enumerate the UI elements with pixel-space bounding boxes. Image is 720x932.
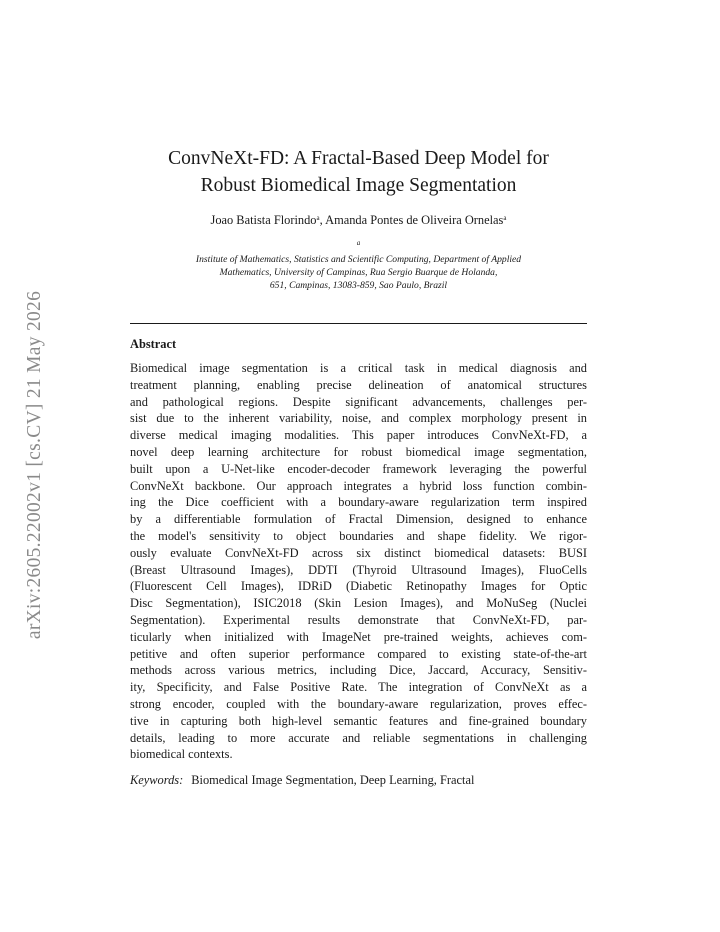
affiliation-mark: a bbox=[503, 214, 507, 222]
keywords bbox=[130, 772, 587, 789]
abstract-line: ity, Specificity, and False Positive Rate. The integration of ConvNeXt as a bbox=[130, 680, 587, 695]
title-line: ConvNeXt-FD: A Fractal-Based Deep Model for bbox=[168, 148, 549, 169]
abstract-line: biomedical contexts. bbox=[130, 747, 233, 762]
abstract-line: (Breast Ultrasound Images), DDTI (Thyroid Ultrasound Images), FluoCells bbox=[130, 562, 587, 577]
abstract-line: details, leading to more accurate and reliable segmentations in challenging bbox=[130, 730, 587, 745]
abstract-line: strong encoder, coupled with the boundary-aware regularization, proves effec- bbox=[130, 696, 587, 711]
affiliation bbox=[130, 240, 587, 292]
abstract-line: Disc Segmentation), ISIC2018 (Skin Lesion Images), and MoNuSeg (Nuclei bbox=[130, 596, 587, 611]
abstract-line: Biomedical image segmentation is a critical task in medical diagnosis and bbox=[130, 361, 587, 375]
abstract-line: tive in capturing both high-level semantic features and fine-grained boundary bbox=[130, 713, 587, 728]
abstract-line: built upon a U-Net-like encoder-decoder framework leveraging the powerful bbox=[130, 461, 587, 476]
abstract-line: methods across various metrics, including Dice, Jaccard, Accuracy, Sensitiv- bbox=[130, 663, 587, 678]
author-name: Amanda Pontes de Oliveira Ornelas bbox=[325, 213, 504, 227]
abstract-line: (Fluorescent Cell Images), IDRiD (Diabetic Retinopathy Images for Optic bbox=[130, 579, 587, 594]
paper-title bbox=[130, 145, 587, 199]
keywords-text: Biomedical Image Segmentation, Deep Learning, Fractal bbox=[191, 773, 475, 787]
abstract-line: and pathological regions. Despite significant advancements, challenges per- bbox=[130, 394, 587, 409]
keywords-label: Keywords: bbox=[130, 773, 184, 787]
section-divider bbox=[130, 323, 587, 324]
author-separator: , bbox=[319, 213, 326, 227]
abstract-body bbox=[130, 360, 587, 763]
abstract-line: ticularly when initialized with ImageNet pre-trained weights, achieves com- bbox=[130, 629, 587, 644]
abstract-line: the model's sensitivity to object boundaries and shape fidelity. We rigor- bbox=[130, 528, 587, 543]
arxiv-stamp: arXiv:2605.22002v1 [cs.CV] 21 May 2026 bbox=[24, 290, 45, 640]
affiliation-line: 651, Campinas, 13083-859, Sao Paulo, Brazil bbox=[269, 280, 448, 291]
abstract-line: novel deep learning architecture for robust biomedical image segmentation, bbox=[130, 444, 587, 459]
abstract-line: sist due to the inherent variability, noise, and complex morphology present in bbox=[130, 411, 587, 426]
abstract-line: treatment planning, enabling precise delineation of anatomical structures bbox=[130, 377, 587, 392]
abstract-line: ing the Dice coefficient with a boundary-aware regularization term inspired bbox=[130, 495, 587, 510]
abstract-line: ConvNeXt backbone. Our approach integrates a hybrid loss function combin- bbox=[130, 478, 587, 493]
title-line: Robust Biomedical Image Segmentation bbox=[200, 175, 517, 196]
abstract-line: diverse medical imaging modalities. This paper introduces ConvNeXt-FD, a bbox=[130, 428, 587, 443]
affiliation-line: $^a$ Institute of Mathematics, Statistics and Scientific Computing, Department of Applied bbox=[195, 239, 522, 265]
abstract-heading: Abstract bbox=[130, 337, 177, 351]
affiliation-mark: a bbox=[316, 214, 320, 222]
abstract-line: petitive and often superior performance compared to existing state-of-the-art bbox=[130, 646, 587, 661]
author-name: Joao Batista Florindo bbox=[210, 213, 317, 227]
author-list bbox=[130, 212, 587, 228]
abstract-line: Segmentation). Experimental results demonstrate that ConvNeXt-FD, par- bbox=[130, 612, 587, 627]
affiliation-mark: a bbox=[356, 239, 361, 247]
abstract-line: by a differentiable formulation of Fractal Dimension, designed to enhance bbox=[130, 512, 587, 527]
affiliation-line: Mathematics, University of Campinas, Rua Sergio Buarque de Holanda, bbox=[219, 267, 498, 278]
abstract-line: ously evaluate ConvNeXt-FD across six distinct biomedical datasets: BUSI bbox=[130, 545, 587, 560]
